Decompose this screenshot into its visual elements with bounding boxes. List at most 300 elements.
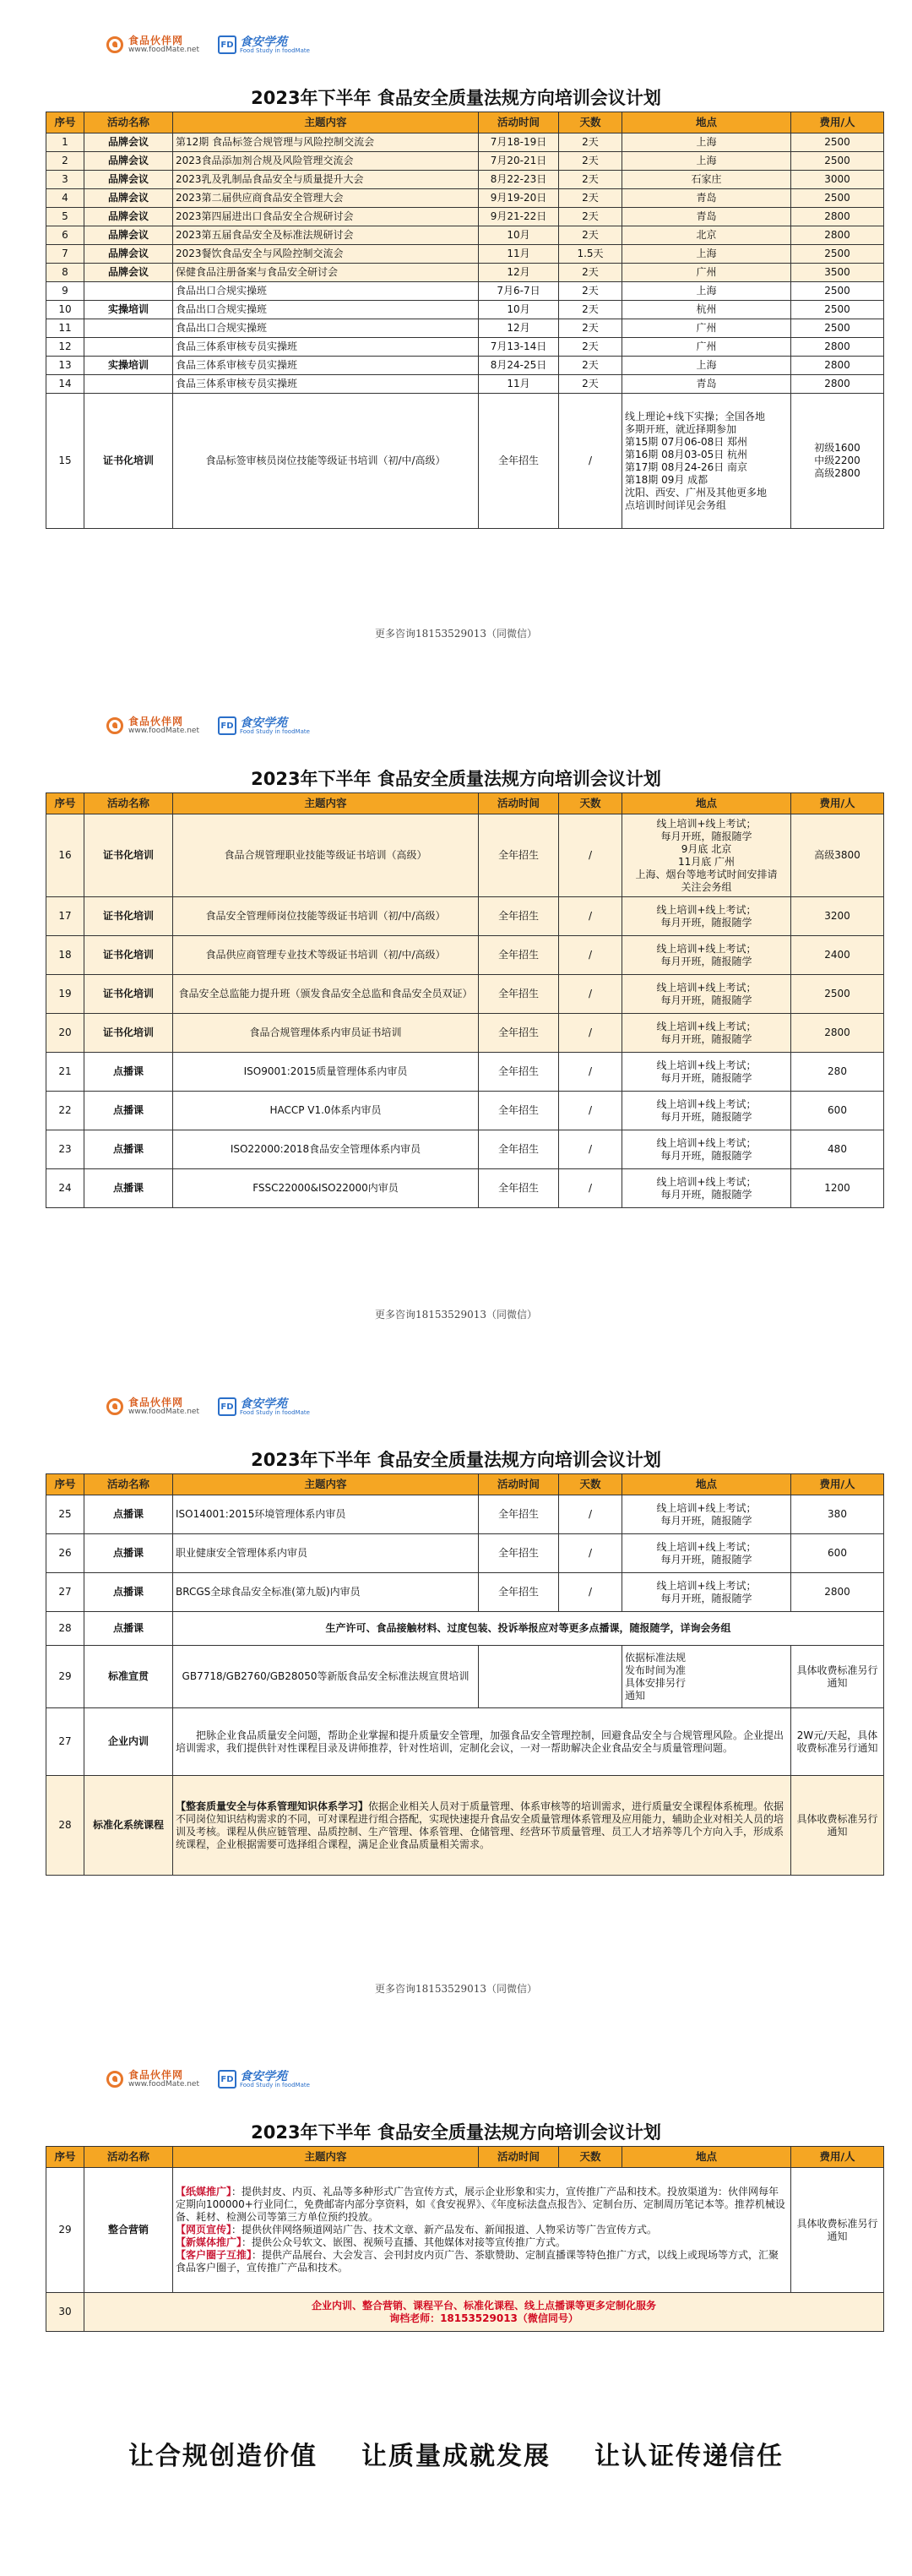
table-row [46, 1534, 884, 1573]
foodmate-logo [106, 35, 199, 54]
cell-fee: 2500 [791, 301, 884, 319]
cell-days: 2天 [559, 133, 622, 152]
cell-category: 品牌会议 [84, 264, 173, 282]
cell-time: 全年招生 [479, 1534, 559, 1573]
cell-fee: 2500 [791, 152, 884, 171]
table-row [46, 133, 884, 152]
cell-no: 24 [46, 1169, 84, 1208]
cell-time: 10月 [479, 301, 559, 319]
cell-fee: 高级3800 [791, 814, 884, 897]
cell-days: 2天 [559, 226, 622, 245]
cell-category: 证书化培训 [84, 897, 173, 936]
cell-topic: 食品安全总监能力提升班（颁发食品安全总监和食品安全员双证） [173, 975, 479, 1014]
fee-line: 高级2800 [814, 467, 860, 479]
cell-days: 2天 [559, 152, 622, 171]
table-row [46, 208, 884, 226]
table-row [46, 189, 884, 208]
cell-time: 全年招生 [479, 1014, 559, 1053]
logo1-en: www.foodMate.net [128, 45, 199, 54]
slogan-item: 让质量成就发展 [361, 2442, 551, 2471]
col-header: 活动时间 [479, 1474, 559, 1495]
table-row [46, 301, 884, 319]
cell-fee: 具体收费标准另行通知 [791, 1646, 884, 1708]
logo1-en: www.foodMate.net [128, 1407, 199, 1416]
col-header: 天数 [559, 112, 622, 133]
place-line: 第15期 07月06-08日 郑州 [625, 435, 748, 448]
table-row [46, 226, 884, 245]
item-text: ：提供伙伴网络频道网站广告、技术文章、新产品发布、新闻报道、人物采访等广告宣传方式。 [231, 2224, 658, 2236]
cell-days: / [559, 975, 622, 1014]
foodmate-logo-icon [106, 717, 123, 734]
cell-fee [791, 394, 884, 529]
cell-time: 全年招生 [479, 1092, 559, 1130]
cell-no: 12 [46, 338, 84, 357]
cell-topic: 食品三体系审核专员实操班 [173, 338, 479, 357]
table-row [46, 1014, 884, 1053]
cell-topic: 食品合规管理体系内审员证书培训 [173, 1014, 479, 1053]
cell-blank [479, 1646, 622, 1708]
foodmate-logo [106, 2070, 199, 2089]
place-line: 每月开班，随报随学 [660, 1149, 752, 1162]
cell-fee: 600 [791, 1534, 884, 1573]
cell-fee: 3200 [791, 897, 884, 936]
place-line: 线上理论+线下实操；全国各地 [625, 410, 766, 422]
table-header [46, 2147, 884, 2168]
table-row [46, 897, 884, 936]
food-study-logo [218, 716, 310, 735]
slogan-item: 让认证传递信任 [594, 2442, 784, 2471]
cell-topic: ISO14001:2015环境管理体系内审员 [173, 1495, 479, 1534]
cell-place: 上海 [622, 133, 791, 152]
table-row [46, 975, 884, 1014]
table-row [46, 152, 884, 171]
cell-days: 2天 [559, 282, 622, 301]
place-line: 每月开班，随报随学 [660, 1110, 752, 1123]
cell-time: 全年招生 [479, 814, 559, 897]
cell-fee: 2400 [791, 936, 884, 975]
food-study-logo [218, 35, 310, 54]
cell-topic: 食品安全管理师岗位技能等级证书培训（初/中/高级） [173, 897, 479, 936]
cell-time: 全年招生 [479, 897, 559, 936]
schedule-table-1 [46, 112, 884, 529]
cell-no: 10 [46, 301, 84, 319]
page-title: 2023年下半年 食品安全质量法规方向培训会议计划 [251, 2122, 661, 2143]
page-title: 2023年下半年 食品安全质量法规方向培训会议计划 [251, 88, 661, 108]
cell-place: 青岛 [622, 189, 791, 208]
logo2-cn: 食安学苑 [240, 1397, 287, 1411]
cell-topic: GB7718/GB2760/GB28050等新版食品安全标准法规宣贯培训 [173, 1646, 479, 1708]
cell-topic: 2023餐饮食品安全与风险控制交流会 [173, 245, 479, 264]
logo2-en: Food Study in foodMate [240, 727, 310, 735]
foodmate-logo [106, 1397, 199, 1416]
cell-category: 品牌会议 [84, 245, 173, 264]
cell-no: 7 [46, 245, 84, 264]
cell-place: 上海 [622, 152, 791, 171]
cell-no: 26 [46, 1534, 84, 1573]
cell-days: 2天 [559, 375, 622, 394]
col-header: 主题内容 [173, 793, 479, 814]
cell-fee: 280 [791, 1053, 884, 1092]
cell-place [622, 1014, 791, 1053]
fee-line: 初级1600 [814, 442, 860, 454]
food-study-logo [218, 1397, 310, 1416]
place-line: 线上培训+线上考试； [656, 1579, 757, 1592]
cell-category: 实操培训 [84, 357, 173, 375]
marketing-item [176, 2186, 788, 2224]
cell-fee: 2800 [791, 226, 884, 245]
cell-category: 点播课 [84, 1092, 173, 1130]
col-header: 序号 [46, 2147, 84, 2168]
table-row [46, 2168, 884, 2293]
table-row [46, 1612, 884, 1646]
cell-place [622, 1495, 791, 1534]
marketing-item [176, 2224, 788, 2236]
cell-days: / [559, 814, 622, 897]
cell-days: / [559, 1053, 622, 1092]
col-header: 活动时间 [479, 793, 559, 814]
cell-fee: 2500 [791, 189, 884, 208]
logo1-cn: 食品伙伴网 [128, 2069, 184, 2081]
cell-topic: 职业健康安全管理体系内审员 [173, 1534, 479, 1573]
cell-place [622, 394, 791, 529]
place-line: 线上培训+线上考试； [656, 1020, 757, 1032]
cell-time: 12月 [479, 319, 559, 338]
col-header: 费用/人 [791, 2147, 884, 2168]
cell-topic: 食品三体系审核专员实操班 [173, 357, 479, 375]
place-line: 线上培训+线上考试； [656, 942, 757, 955]
place-line: 每月开班，随报随学 [660, 916, 752, 929]
service-line: 企业内训、整合营销、课程平台、标准化课程、线上点播课等更多定制化服务 [311, 2299, 656, 2312]
cell-place: 石家庄 [622, 171, 791, 189]
cell-place: 杭州 [622, 301, 791, 319]
cell-no: 15 [46, 394, 84, 529]
col-header: 地点 [622, 2147, 791, 2168]
item-tag: 【新媒体推广】 [176, 2236, 242, 2248]
cell-topic: 2023第二届供应商食品安全管理大会 [173, 189, 479, 208]
cell-fee: 2800 [791, 357, 884, 375]
cell-fee: 1200 [791, 1169, 884, 1208]
slogan [0, 2435, 912, 2472]
col-header: 费用/人 [791, 793, 884, 814]
logo2-cn: 食安学苑 [240, 35, 287, 49]
cell-category [84, 375, 173, 394]
place-line: 9月底 北京 [681, 842, 732, 855]
item-tag: 【网页宣传】 [176, 2224, 232, 2236]
cell-days: / [559, 1534, 622, 1573]
cell-place [622, 975, 791, 1014]
cell-text: 把脉企业食品质量安全问题，帮助企业掌握和提升质量安全管理，加强食品安全管理控制，回避食品安全与合规管理风险。企业提出培训需求，我们提供针对性课程目录及讲师推荐，针对性培训，定制化会议，一对一帮助解决企业食品安全与质量管理问题。 [173, 1708, 791, 1776]
cell-no: 30 [46, 2293, 84, 2332]
cell-time: 全年招生 [479, 1053, 559, 1092]
cell-category: 证书化培训 [84, 1014, 173, 1053]
schedule-table-4 [46, 2146, 884, 2332]
item-text: ：提供封皮、内页、礼品等多种形式广告宣传方式，展示企业形象和实力，宣传推广产品和技术。投放渠道为：伙伴网每年定期向100000+行业同仁，免费邮寄内部分享资料，如《食安视界》、《年度标法盘点报告》、定制台历、定制周历笔记本等。推荐机械设备、耗材、检测公司等第三方单位预约投放。 [176, 2186, 785, 2223]
food-study-logo [218, 2070, 310, 2089]
item-text: ：提供公众号软文、嵌图、视频号直播、其他媒体对接等宣传推广方式。 [242, 2236, 567, 2248]
cell-time: 11月 [479, 245, 559, 264]
logo2-cn: 食安学苑 [240, 716, 287, 730]
cell-time: 8月22-23日 [479, 171, 559, 189]
foodmate-logo [106, 716, 199, 735]
cell-days: / [559, 1092, 622, 1130]
text-body: 依据企业相关人员对于质量管理、体系审核等的培训需求，进行质量安全课程体系梳理。依据不同岗位知识结构需求的不同，可对课程进行组合搭配，实现快速提升食品安全质量管理体系管理及应用能力，辅助企业对相关人员的培训及考核。课程从供应链管理、品质控制、生产管理、体系管理、仓储管理、经营环节质量管理、员工人才培养等几个方向入手，形成系统课程，企业根据需要可选择组合课程，满足企业食品质量相关需求。 [176, 1800, 784, 1850]
cell-days: 2天 [559, 208, 622, 226]
cell-no: 13 [46, 357, 84, 375]
cell-topic: 食品标签审核员岗位技能等级证书培训（初/中/高级） [173, 394, 479, 529]
cell-category: 品牌会议 [84, 189, 173, 208]
cell-topic: 第12期 食品标签合规管理与风险控制交流会 [173, 133, 479, 152]
col-header: 天数 [559, 793, 622, 814]
cell-topic: 2023第四届进出口食品安全合规研讨会 [173, 208, 479, 226]
cell-topic: 食品出口合规实操班 [173, 319, 479, 338]
cell-category: 点播课 [84, 1573, 173, 1612]
marketing-item [176, 2249, 788, 2274]
cell-category: 品牌会议 [84, 208, 173, 226]
cell-time: 全年招生 [479, 1573, 559, 1612]
cell-fee: 480 [791, 1130, 884, 1169]
cell-time: 全年招生 [479, 975, 559, 1014]
cell-category: 证书化培训 [84, 975, 173, 1014]
cell-days: 2天 [559, 264, 622, 282]
place-line: 每月开班，随报随学 [660, 830, 752, 842]
table-row [46, 1053, 884, 1092]
place-line: 每月开班，随报随学 [660, 955, 752, 967]
cell-days: / [559, 897, 622, 936]
cell-time: 11月 [479, 375, 559, 394]
place-line: 每月开班，随报随学 [660, 994, 752, 1006]
place-line: 第16期 08月03-05日 杭州 [625, 448, 748, 460]
place-line: 依据标准法规 [625, 1651, 687, 1664]
food-study-logo-icon: FD [218, 35, 236, 54]
cell-category: 标准化系统课程 [84, 1776, 173, 1876]
col-header: 地点 [622, 1474, 791, 1495]
cell-time: 9月21-22日 [479, 208, 559, 226]
col-header: 天数 [559, 1474, 622, 1495]
cell-topic: 2023乳及乳制品食品安全与质量提升大会 [173, 171, 479, 189]
cell-time: 7月18-19日 [479, 133, 559, 152]
cell-no: 29 [46, 2168, 84, 2293]
cell-topic: HACCP V1.0体系内审员 [173, 1092, 479, 1130]
table-row [46, 936, 884, 975]
cell-days: / [559, 1130, 622, 1169]
cell-place [622, 1169, 791, 1208]
cell-fee: 2500 [791, 245, 884, 264]
cell-category [84, 338, 173, 357]
cell-topic: ISO22000:2018食品安全管理体系内审员 [173, 1130, 479, 1169]
table-row [46, 1646, 884, 1708]
place-line: 每月开班，随报随学 [660, 1071, 752, 1084]
cell-place [622, 1053, 791, 1092]
place-line: 线上培训+线上考试； [656, 1097, 757, 1110]
table-header [46, 1474, 884, 1495]
cell-topic: 食品出口合规实操班 [173, 301, 479, 319]
cell-place: 广州 [622, 264, 791, 282]
col-header: 活动时间 [479, 112, 559, 133]
cell-category: 企业内训 [84, 1708, 173, 1776]
table-row [46, 1495, 884, 1534]
cell-fee: 2800 [791, 1014, 884, 1053]
place-line: 第17期 08月24-26日 南京 [625, 460, 748, 473]
place-line: 上海、烟台等地考试时间安排请 [635, 868, 778, 880]
cell-fee: 2800 [791, 208, 884, 226]
cell-no: 28 [46, 1612, 84, 1646]
place-line: 每月开班，随报随学 [660, 1188, 752, 1201]
cell-topic: ISO9001:2015质量管理体系内审员 [173, 1053, 479, 1092]
cell-fee: 2W元/天起，具体收费标准另行通知 [791, 1708, 884, 1776]
cell-no: 29 [46, 1646, 84, 1708]
place-line: 发布时间为准 [625, 1664, 687, 1676]
col-header: 主题内容 [173, 112, 479, 133]
contact-note: 更多咨询18153529013（同微信） [375, 1309, 537, 1321]
place-line: 沈阳、西安、广州及其他更多地 [625, 486, 768, 498]
cell-time: 10月 [479, 226, 559, 245]
cell-no: 20 [46, 1014, 84, 1053]
table-row [46, 357, 884, 375]
table-row [46, 264, 884, 282]
place-line: 线上培训+线上考试； [656, 1059, 757, 1071]
cell-fee: 2500 [791, 319, 884, 338]
col-header: 地点 [622, 793, 791, 814]
cell-fee: 3000 [791, 171, 884, 189]
logo-bar [106, 35, 310, 54]
cell-no: 14 [46, 375, 84, 394]
place-line: 每月开班，随报随学 [660, 1553, 752, 1566]
col-header: 序号 [46, 112, 84, 133]
cell-category: 品牌会议 [84, 152, 173, 171]
cell-time: 全年招生 [479, 394, 559, 529]
place-line: 多期开班，就近择期参加 [625, 422, 737, 435]
cell-fee: 具体收费标准另行通知 [791, 1776, 884, 1876]
cell-topic: 食品三体系审核专员实操班 [173, 375, 479, 394]
table-row [46, 319, 884, 338]
table-row [46, 338, 884, 357]
table-row [46, 171, 884, 189]
cell-days: 2天 [559, 338, 622, 357]
text-lead: 【整套质量安全与体系管理知识体系学习】 [176, 1800, 369, 1812]
table-row [46, 1708, 884, 1776]
cell-category: 实操培训 [84, 301, 173, 319]
cell-place: 青岛 [622, 375, 791, 394]
page-title: 2023年下半年 食品安全质量法规方向培训会议计划 [251, 769, 661, 789]
cell-place [622, 1130, 791, 1169]
table-header [46, 112, 884, 133]
cell-no: 18 [46, 936, 84, 975]
col-header: 活动名称 [84, 2147, 173, 2168]
cell-no: 8 [46, 264, 84, 282]
cell-no: 23 [46, 1130, 84, 1169]
food-study-logo-icon: FD [218, 1397, 236, 1416]
cell-text [173, 1776, 791, 1876]
place-line: 线上培训+线上考试； [656, 817, 757, 830]
col-header: 序号 [46, 1474, 84, 1495]
cell-place: 上海 [622, 282, 791, 301]
cell-no: 6 [46, 226, 84, 245]
cell-fee: 2800 [791, 338, 884, 357]
logo2-cn: 食安学苑 [240, 2069, 287, 2083]
table-row [46, 375, 884, 394]
cell-fee: 3500 [791, 264, 884, 282]
contact-line: 询档老师：18153529013（微信同号） [389, 2312, 578, 2324]
col-header: 活动名称 [84, 793, 173, 814]
place-line: 第18期 09月 成都 [625, 473, 708, 486]
place-line: 每月开班，随报随学 [660, 1592, 752, 1604]
logo2-en: Food Study in foodMate [240, 1408, 310, 1416]
place-line: 线上培训+线上考试； [656, 981, 757, 994]
cell-category: 点播课 [84, 1612, 173, 1646]
place-line: 线上培训+线上考试； [656, 1540, 757, 1553]
cell-place: 上海 [622, 357, 791, 375]
cell-place: 广州 [622, 338, 791, 357]
logo1-cn: 食品伙伴网 [128, 716, 184, 727]
cell-category: 点播课 [84, 1169, 173, 1208]
cell-time: 9月19-20日 [479, 189, 559, 208]
table-row [46, 1130, 884, 1169]
cell-no: 27 [46, 1708, 84, 1776]
cell-no: 16 [46, 814, 84, 897]
cell-time: 12月 [479, 264, 559, 282]
cell-days: / [559, 1573, 622, 1612]
place-line: 线上培训+线上考试； [656, 1175, 757, 1188]
cell-text [84, 2293, 884, 2332]
cell-fee: 2500 [791, 282, 884, 301]
table-row [46, 1776, 884, 1876]
cell-days: 1.5天 [559, 245, 622, 264]
cell-no: 17 [46, 897, 84, 936]
slogan-item: 让合规创造价值 [128, 2442, 318, 2471]
cell-category: 证书化培训 [84, 814, 173, 897]
cell-place: 广州 [622, 319, 791, 338]
cell-no: 4 [46, 189, 84, 208]
schedule-table-2 [46, 792, 884, 1208]
place-line: 线上培训+线上考试； [656, 1501, 757, 1514]
logo2-en: Food Study in foodMate [240, 2081, 310, 2089]
fee-line: 中级2200 [814, 455, 860, 466]
cell-category: 品牌会议 [84, 226, 173, 245]
cell-fee: 具体收费标准另行通知 [791, 2168, 884, 2293]
place-line: 每月开班，随报随学 [660, 1032, 752, 1045]
cell-place: 青岛 [622, 208, 791, 226]
cell-time: 7月20-21日 [479, 152, 559, 171]
cell-no: 9 [46, 282, 84, 301]
cell-category: 证书化培训 [84, 394, 173, 529]
cell-category: 证书化培训 [84, 936, 173, 975]
logo1-cn: 食品伙伴网 [128, 35, 184, 46]
cell-topic: BRCGS全球食品安全标准(第九版)内审员 [173, 1573, 479, 1612]
cell-days: 2天 [559, 319, 622, 338]
place-line: 关注会务组 [681, 880, 732, 893]
logo1-en: www.foodMate.net [128, 2079, 199, 2089]
table-row [46, 1169, 884, 1208]
cell-category: 点播课 [84, 1495, 173, 1534]
cell-topic: 保健食品注册备案与食品安全研讨会 [173, 264, 479, 282]
cell-time: 8月24-25日 [479, 357, 559, 375]
place-line: 具体安排另行 [625, 1676, 687, 1689]
cell-topic: 2023第五届食品安全及标准法规研讨会 [173, 226, 479, 245]
cell-time: 全年招生 [479, 1495, 559, 1534]
cell-category: 标准宣贯 [84, 1646, 173, 1708]
item-text: ：提供产品展台、大会发言、会刊封皮内页广告、茶歇赞助、定制直播课等特色推广方式，以线上或现场等方式，汇聚食品客户圈子，宣传推广产品和技术。 [176, 2249, 779, 2274]
cell-no: 21 [46, 1053, 84, 1092]
col-header: 费用/人 [791, 112, 884, 133]
table-row [46, 1573, 884, 1612]
foodmate-logo-icon [106, 36, 123, 53]
schedule-table-3 [46, 1473, 884, 1876]
logo-bar [106, 716, 310, 735]
contact-note: 更多咨询18153529013（同微信） [375, 628, 537, 640]
table-row [46, 1092, 884, 1130]
cell-category: 点播课 [84, 1534, 173, 1573]
item-tag: 【纸媒推广】 [176, 2186, 232, 2197]
